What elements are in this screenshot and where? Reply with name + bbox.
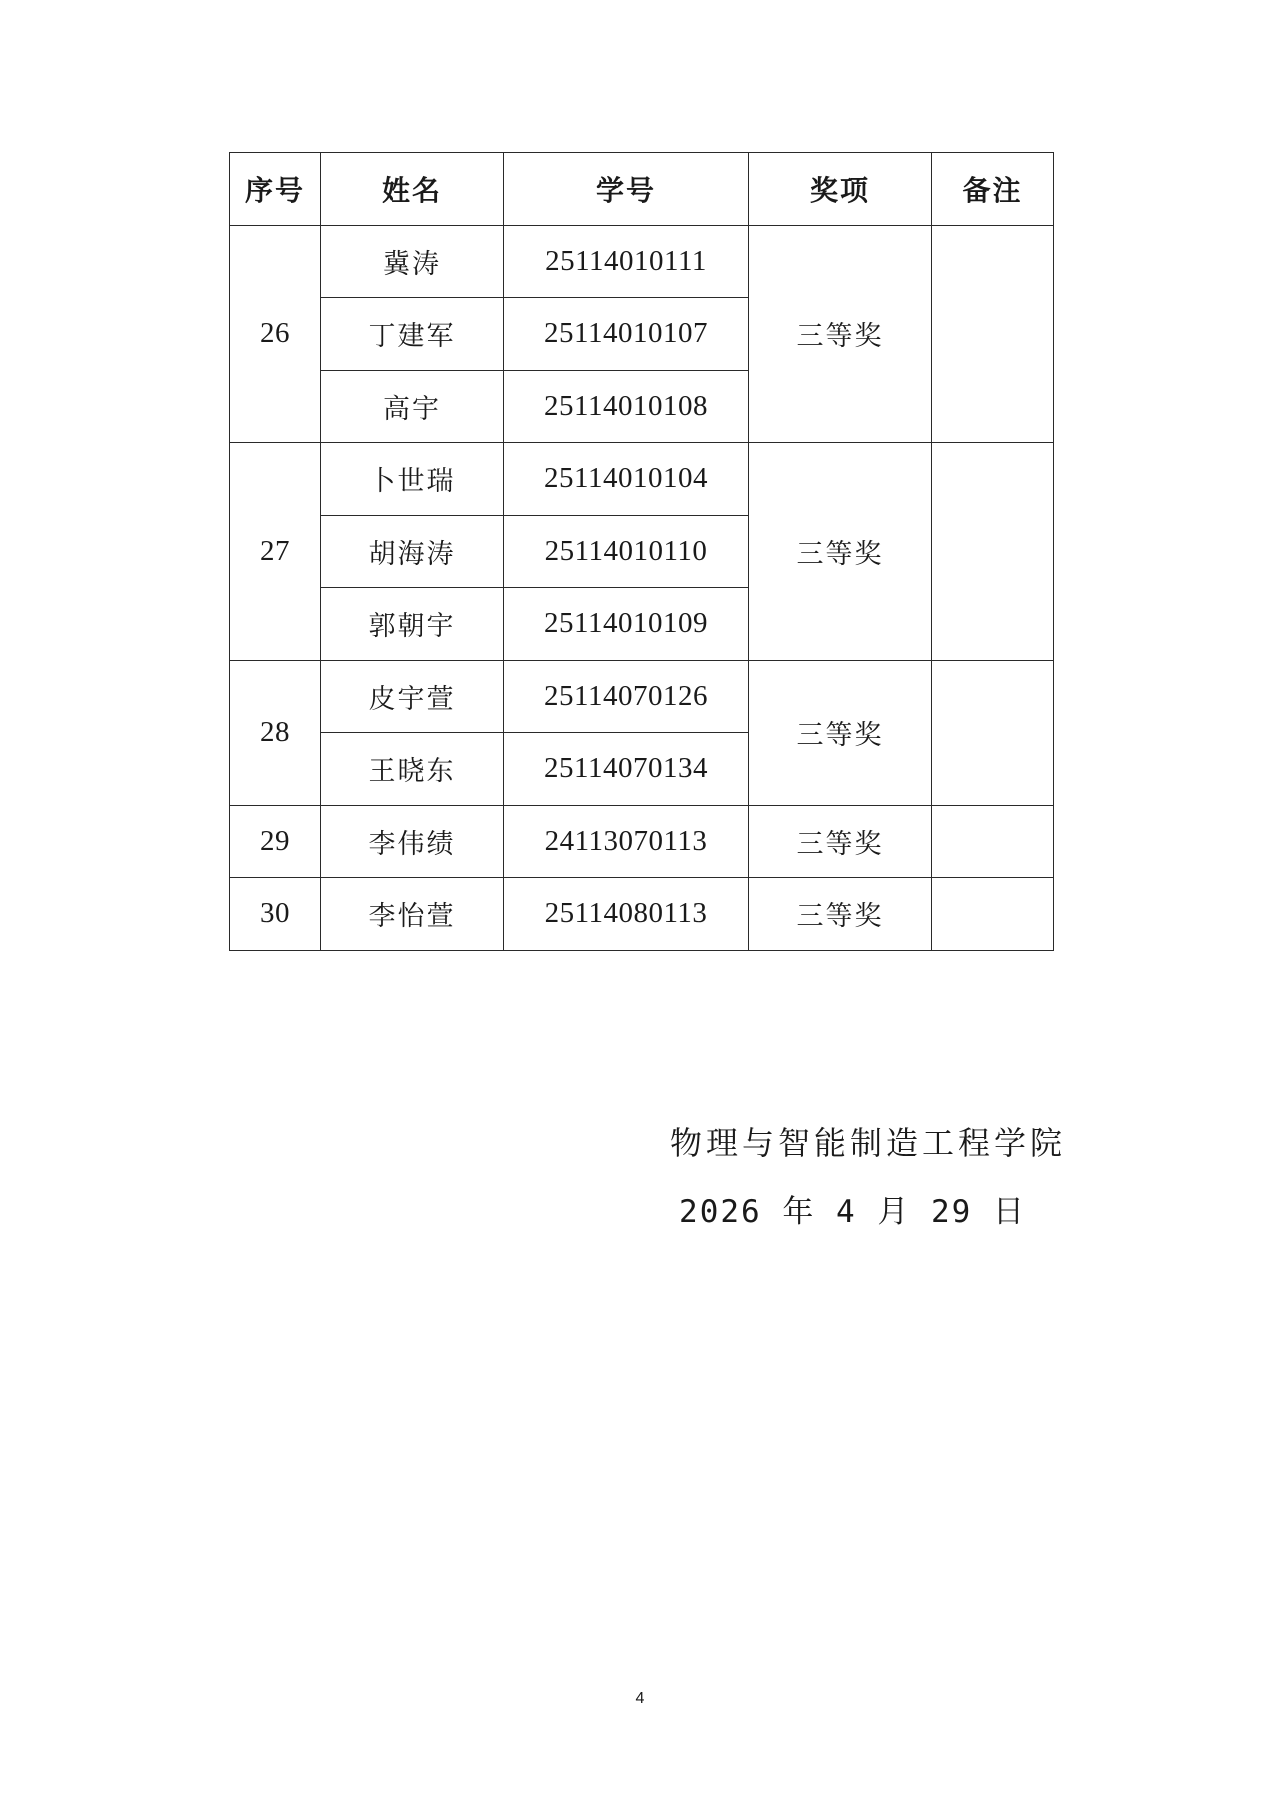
cell-award: 三等奖: [749, 660, 932, 805]
cell-name: 冀涛: [321, 225, 504, 298]
header-note: 备注: [932, 153, 1054, 226]
header-name: 姓名: [321, 153, 504, 226]
table-row: [230, 878, 1054, 951]
cell-seq: 29: [230, 805, 321, 878]
table-header: [230, 153, 1054, 226]
cell-student-id: 25114070126: [504, 660, 749, 733]
cell-seq: 26: [230, 225, 321, 443]
table-row: [230, 805, 1054, 878]
award-table: [229, 152, 1054, 951]
page-number: 4: [635, 1690, 645, 1707]
cell-seq: 27: [230, 443, 321, 661]
cell-name: 丁建军: [321, 298, 504, 371]
header-student-id: 学号: [504, 153, 749, 226]
cell-award: 三等奖: [749, 443, 932, 661]
cell-name: 郭朝宇: [321, 588, 504, 661]
cell-name: 李伟绩: [321, 805, 504, 878]
cell-student-id: 25114010109: [504, 588, 749, 661]
cell-note: [932, 443, 1054, 661]
cell-note: [932, 660, 1054, 805]
cell-name: 李怡萱: [321, 878, 504, 951]
cell-student-id: 25114010108: [504, 370, 749, 443]
cell-student-id: 25114080113: [504, 878, 749, 951]
cell-student-id: 24113070113: [504, 805, 749, 878]
cell-student-id: 25114010110: [504, 515, 749, 588]
cell-name: 王晓东: [321, 733, 504, 806]
issue-date: 2026 年 4 月 29 日: [679, 1194, 1026, 1230]
header-row: [230, 153, 1054, 226]
cell-seq: 28: [230, 660, 321, 805]
cell-student-id: 25114010111: [504, 225, 749, 298]
cell-award: 三等奖: [749, 225, 932, 443]
cell-name: 胡海涛: [321, 515, 504, 588]
cell-seq: 30: [230, 878, 321, 951]
cell-note: [932, 225, 1054, 443]
cell-student-id: 25114010107: [504, 298, 749, 371]
cell-student-id: 25114010104: [504, 443, 749, 516]
header-seq: 序号: [230, 153, 321, 226]
table-row: [230, 660, 1054, 733]
cell-name: 皮宇萱: [321, 660, 504, 733]
header-award: 奖项: [749, 153, 932, 226]
cell-note: [932, 805, 1054, 878]
cell-name: 高宇: [321, 370, 504, 443]
cell-award: 三等奖: [749, 805, 932, 878]
cell-name: 卜世瑞: [321, 443, 504, 516]
cell-award: 三等奖: [749, 878, 932, 951]
table-row: [230, 225, 1054, 298]
issuing-organization: 物理与智能制造工程学院: [669, 1124, 1066, 1162]
cell-student-id: 25114070134: [504, 733, 749, 806]
cell-note: [932, 878, 1054, 951]
table-row: [230, 443, 1054, 516]
table-body: [230, 225, 1054, 950]
